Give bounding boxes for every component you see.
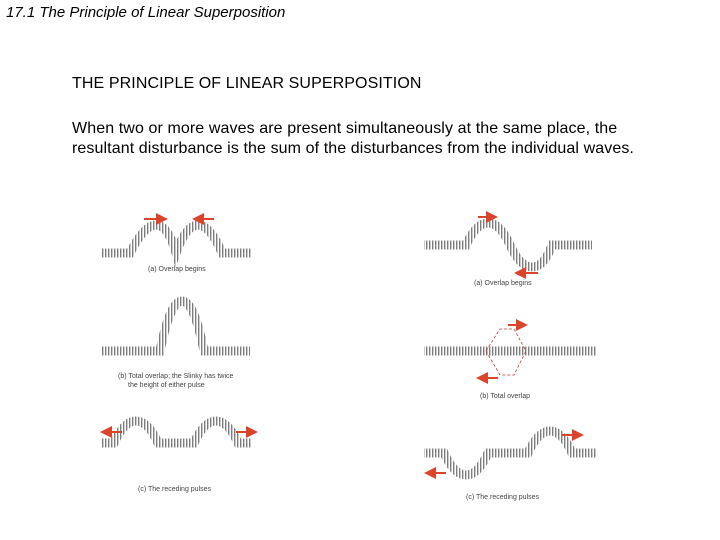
header-title: 17.1 The Principle of Linear Superposition bbox=[6, 4, 286, 21]
section-heading: THE PRINCIPLE OF LINEAR SUPERPOSITION bbox=[72, 75, 422, 92]
left-receding-pulses-wave bbox=[102, 421, 252, 443]
superposition-figure bbox=[90, 205, 690, 505]
body-text: When two or more waves are present simultaneously at the same place, the resultant disturbance is the sum of the disturbances from the individual waves. bbox=[72, 120, 634, 157]
right-overlap-begins-wave bbox=[424, 223, 592, 267]
left-caption-b-line1: (b) Total overlap; the Slinky has twice bbox=[118, 373, 234, 380]
right-caption-b: (b) Total overlap bbox=[480, 393, 531, 400]
right-receding-pulses-wave bbox=[424, 431, 596, 475]
left-caption-b-line2: the height of either pulse bbox=[128, 382, 205, 389]
left-overlap-begins-wave bbox=[102, 225, 252, 253]
right-caption-a: (a) Overlap begins bbox=[474, 280, 532, 287]
left-caption-c: (c) The receding pulses bbox=[138, 486, 212, 493]
left-caption-a: (a) Overlap begins bbox=[148, 266, 206, 273]
right-caption-c: (c) The receding pulses bbox=[466, 494, 540, 501]
left-total-overlap-wave bbox=[102, 301, 250, 351]
